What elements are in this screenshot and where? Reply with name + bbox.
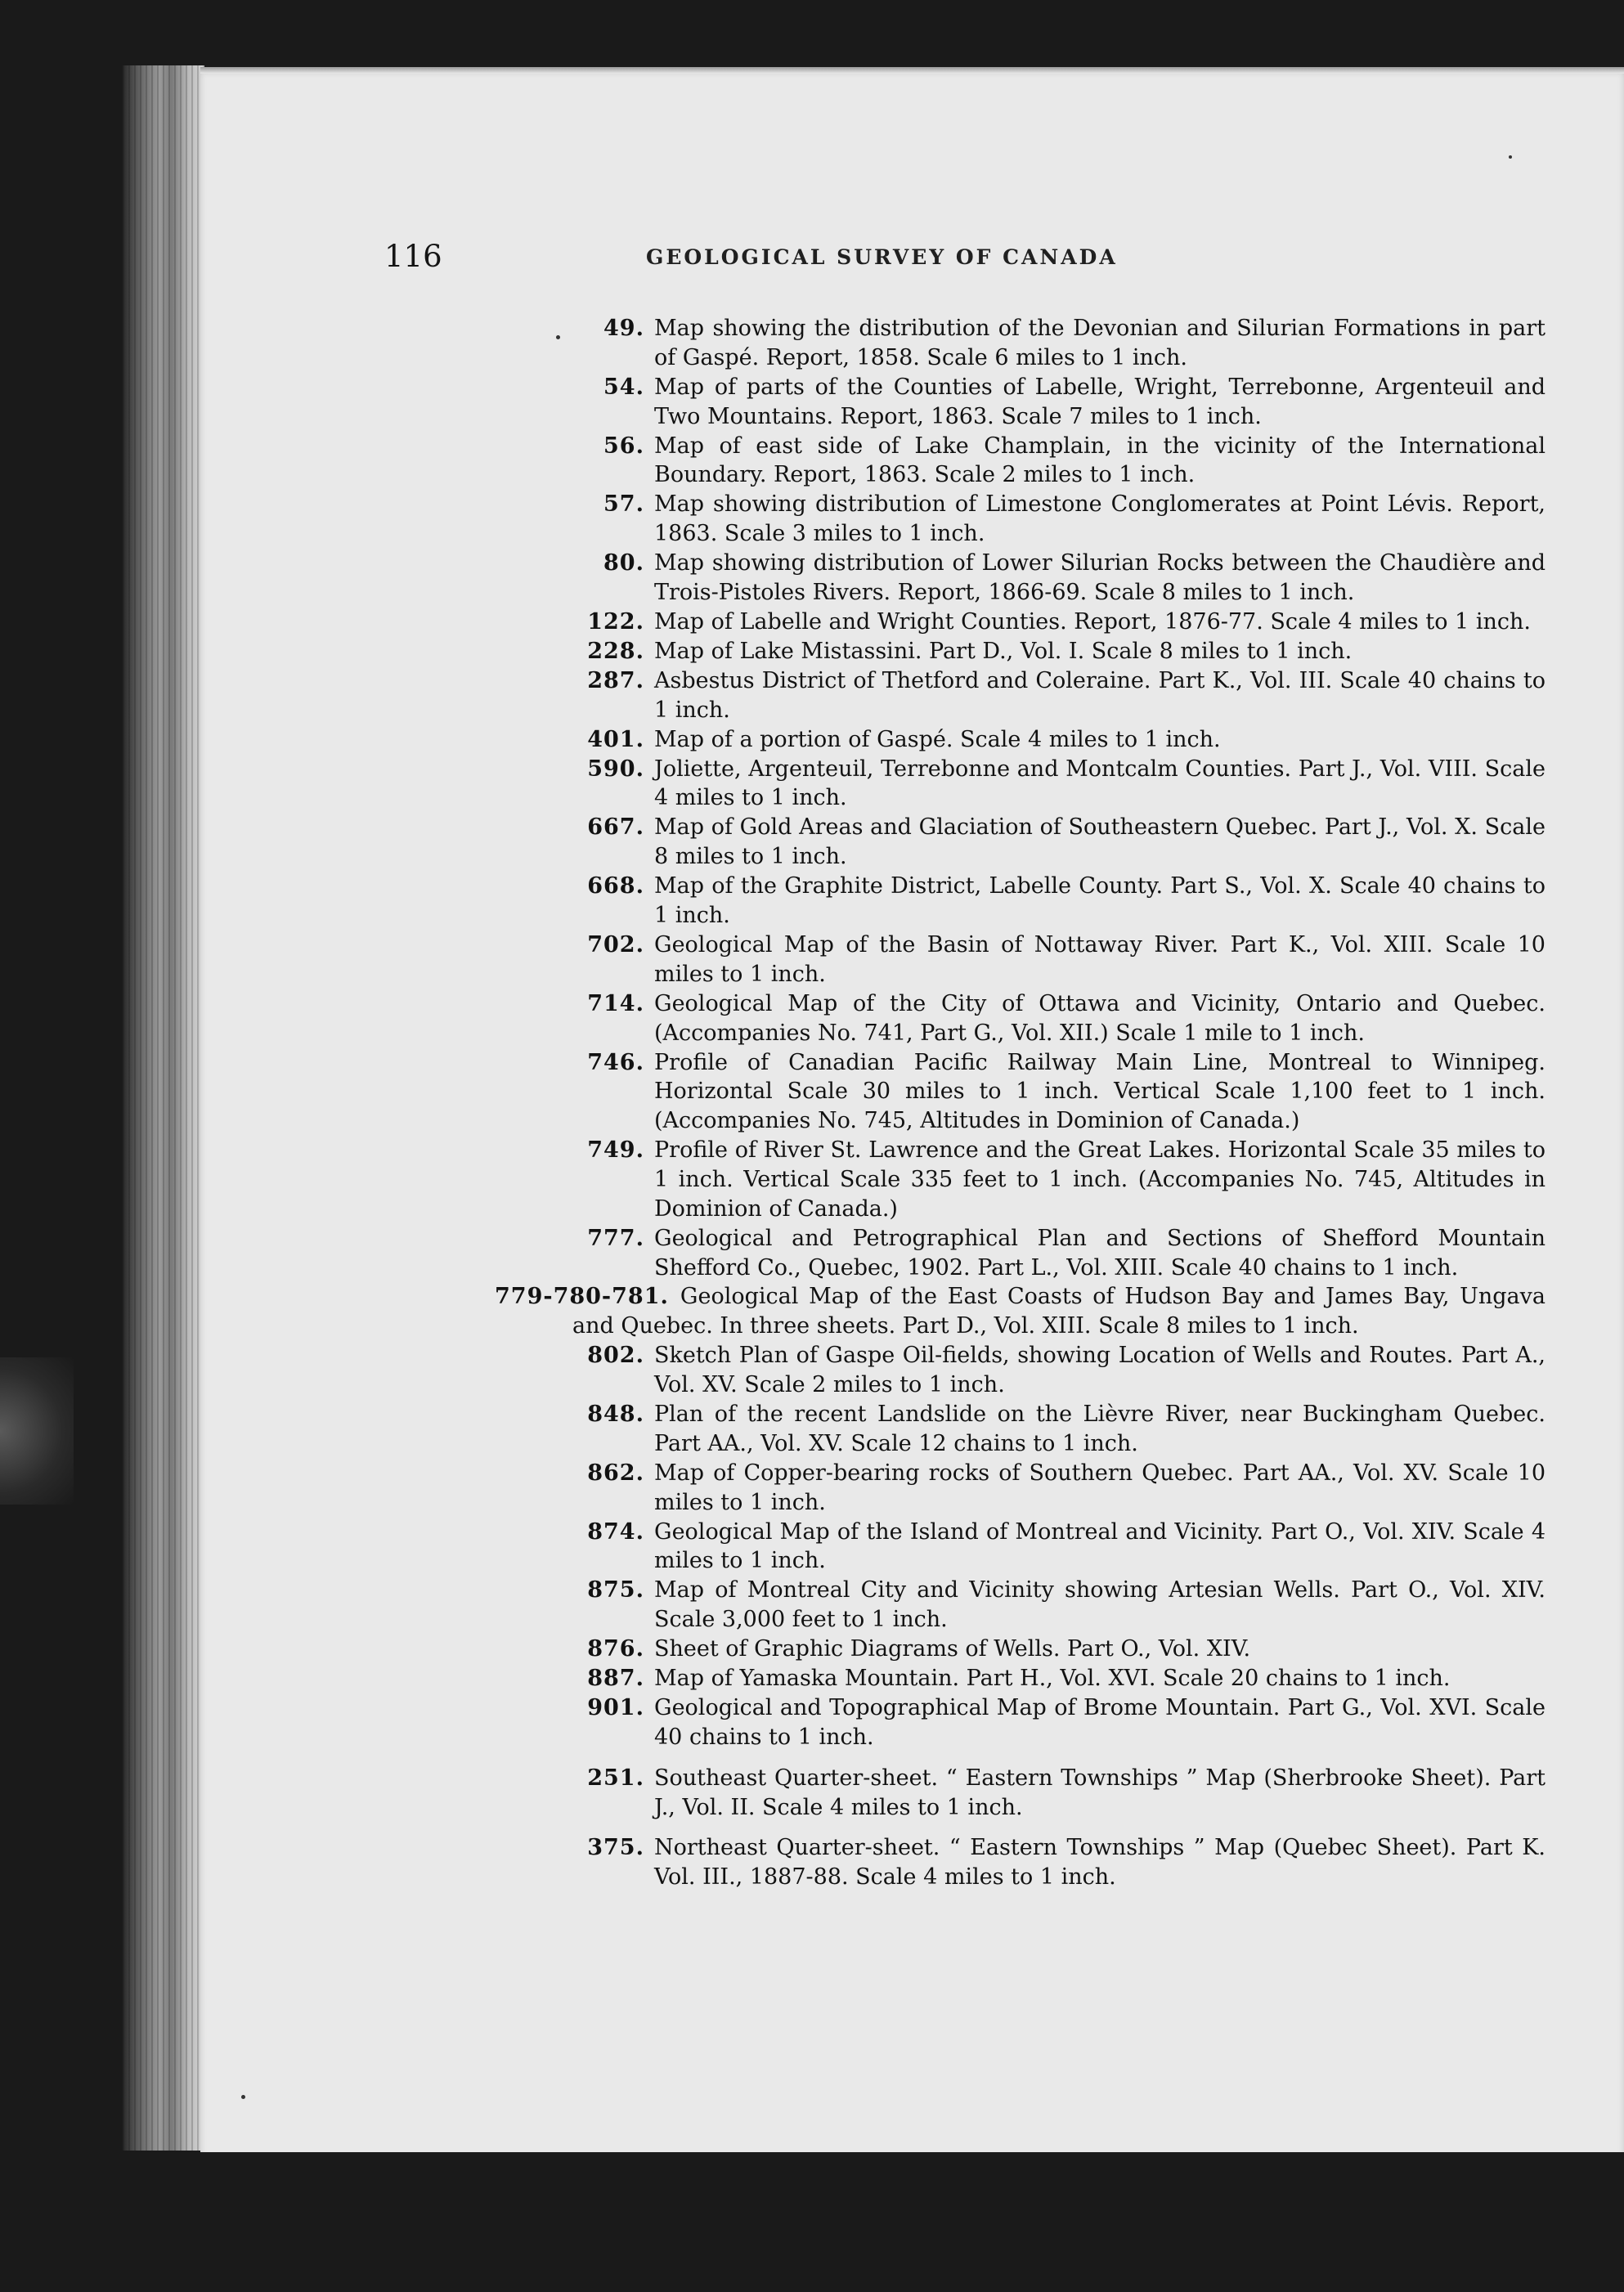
list-item bbox=[548, 549, 1545, 608]
list-item bbox=[548, 813, 1545, 872]
entry-text: Southeast Quarter-sheet. “ Eastern Townships ” Map (Sherbrooke Sheet). Part J., Vol. II. Scale 4 miles to 1 inch. bbox=[654, 1765, 1545, 1820]
list-item bbox=[548, 608, 1545, 637]
list-item bbox=[548, 1136, 1545, 1223]
list-item bbox=[548, 989, 1545, 1048]
list-item bbox=[548, 1833, 1545, 1892]
entry-number: 54. bbox=[603, 374, 644, 400]
list-item bbox=[548, 1664, 1545, 1693]
entry-number: 49. bbox=[603, 316, 644, 341]
entry-text: Plan of the recent Landslide on the Lièvre River, near Buckingham Quebec. Part AA., Vol. XV. Scale 12 chains to 1 inch. bbox=[654, 1402, 1545, 1456]
entry-text: Map of Copper-bearing rocks of Southern Quebec. Part AA., Vol. XV. Scale 10 miles to 1 inch. bbox=[654, 1460, 1545, 1515]
entry-number: 862. bbox=[587, 1460, 644, 1486]
entry-text: Map of Gold Areas and Glaciation of Southeastern Quebec. Part J., Vol. X. Scale 8 miles to 1 inch. bbox=[654, 814, 1545, 870]
entry-number: 887. bbox=[587, 1666, 644, 1692]
list-item bbox=[548, 1224, 1545, 1283]
list-item bbox=[548, 725, 1545, 755]
entry-text: Map of Yamaska Mountain. Part H., Vol. XVI. Scale 20 chains to 1 inch. bbox=[654, 1666, 1451, 1692]
entry-number: 749. bbox=[587, 1137, 644, 1164]
entry-number: 714. bbox=[587, 990, 644, 1016]
list-item bbox=[548, 373, 1545, 432]
list-item bbox=[548, 1518, 1545, 1577]
list-item bbox=[548, 1693, 1545, 1752]
entry-text: Map showing the distribution of the Devonian and Silurian Formations in part of Gaspé. Report, 1858. Scale 6 miles to 1 inch. bbox=[654, 316, 1545, 370]
list-item bbox=[548, 872, 1545, 931]
entry-number: 777. bbox=[587, 1225, 644, 1251]
entry-number: 901. bbox=[587, 1695, 644, 1721]
list-item bbox=[548, 490, 1545, 549]
list-item bbox=[548, 1400, 1545, 1459]
entry-text: Profile of River St. Lawrence and the Great Lakes. Horizontal Scale 35 miles to 1 inch. Vertical Scale 335 feet to 1 inch. (Accompanies No. 745, Altitudes in Dominion of Canada.) bbox=[654, 1137, 1545, 1222]
list-item bbox=[548, 1764, 1545, 1823]
running-title: GEOLOGICAL SURVEY OF CANADA bbox=[646, 245, 1118, 269]
entry-number: 802. bbox=[587, 1343, 644, 1369]
entry-number: 702. bbox=[587, 931, 644, 958]
list-item bbox=[548, 637, 1545, 666]
ink-speck bbox=[1509, 155, 1512, 159]
entry-body bbox=[495, 1282, 1545, 1341]
entry-number: 874. bbox=[587, 1518, 644, 1545]
entry-text: Geological Map of the Island of Montreal and Vicinity. Part O., Vol. XIV. Scale 4 miles to 1 inch. bbox=[654, 1518, 1545, 1574]
entry-text: Map of Labelle and Wright Counties. Report, 1876-77. Scale 4 miles to 1 inch. bbox=[654, 608, 1531, 635]
entry-text: Map of the Graphite District, Labelle County. Part S., Vol. X. Scale 40 chains to 1 inch. bbox=[654, 873, 1545, 928]
list-item bbox=[495, 1282, 1545, 1341]
map-list bbox=[495, 314, 1545, 1892]
entry-number: 667. bbox=[587, 814, 644, 841]
entry-number: 80. bbox=[603, 550, 644, 576]
entry-text: Sketch Plan of Gaspe Oil-fields, showing Location of Wells and Routes. Part A., Vol. XV. Scale 2 miles to 1 inch. bbox=[654, 1343, 1545, 1398]
entry-text: Asbestus District of Thetford and Coleraine. Part K., Vol. III. Scale 40 chains to 1 inch. bbox=[654, 667, 1545, 723]
list-item bbox=[548, 1048, 1545, 1136]
list-item bbox=[548, 666, 1545, 725]
entry-text: Map of a portion of Gaspé. Scale 4 miles to 1 inch. bbox=[654, 726, 1221, 752]
entry-text: Geological Map of the East Coasts of Hudson Bay and James Bay, Ungava and Quebec. In three sheets. Part D., Vol. XIII. Scale 8 miles to 1 inch. bbox=[572, 1284, 1545, 1339]
page-number: 116 bbox=[384, 239, 442, 274]
entry-number: 251. bbox=[587, 1765, 644, 1791]
entry-number: 590. bbox=[587, 756, 644, 782]
list-item bbox=[548, 1635, 1545, 1664]
list-item bbox=[548, 1459, 1545, 1518]
entry-number: 848. bbox=[587, 1402, 644, 1428]
entry-number: 401. bbox=[587, 726, 644, 752]
entry-number: 875. bbox=[587, 1577, 644, 1604]
list-item bbox=[548, 931, 1545, 989]
entry-text: Map showing distribution of Limestone Conglomerates at Point Lévis. Report, 1863. Scale 3 miles to 1 inch. bbox=[654, 491, 1545, 547]
entry-text: Sheet of Graphic Diagrams of Wells. Part O., Vol. XIV. bbox=[654, 1636, 1251, 1662]
entry-number: 57. bbox=[603, 491, 644, 518]
ink-speck bbox=[241, 2095, 245, 2099]
list-item bbox=[548, 432, 1545, 491]
entry-text: Geological and Topographical Map of Brome Mountain. Part G., Vol. XVI. Scale 40 chains to 1 inch. bbox=[654, 1695, 1545, 1750]
entry-number: 876. bbox=[587, 1636, 644, 1662]
entry-number: 375. bbox=[587, 1835, 644, 1861]
list-item bbox=[548, 1341, 1545, 1400]
entry-text: Map of Montreal City and Vicinity showing Artesian Wells. Part O., Vol. XIV. Scale 3,000 feet to 1 inch. bbox=[654, 1577, 1545, 1633]
page-header bbox=[0, 239, 1624, 274]
entry-number: 56. bbox=[603, 433, 644, 459]
entry-text: Profile of Canadian Pacific Railway Main Line, Montreal to Winnipeg. Horizontal Scale 30 miles to 1 inch. Vertical Scale 1,100 feet to 1 inch. (Accompanies No. 745, Altitudes in Dominion of Canada.) bbox=[654, 1049, 1545, 1134]
entry-number: 668. bbox=[587, 873, 644, 899]
entry-text: Joliette, Argenteuil, Terrebonne and Montcalm Counties. Part J., Vol. VIII. Scale 4 miles to 1 inch. bbox=[654, 756, 1545, 811]
entry-text: Geological Map of the City of Ottawa and Vicinity, Ontario and Quebec. (Accompanies No. 741, Part G., Vol. XII.) Scale 1 mile to 1 inch. bbox=[654, 990, 1545, 1046]
entry-text: Northeast Quarter-sheet. “ Eastern Townships ” Map (Quebec Sheet). Part K. Vol. III., 1887-88. Scale 4 miles to 1 inch. bbox=[654, 1835, 1545, 1891]
scan-shadow bbox=[0, 1357, 74, 1505]
book-spine-edge bbox=[123, 65, 204, 2151]
entry-number: 746. bbox=[587, 1049, 644, 1075]
entry-text: Map of parts of the Counties of Labelle, Wright, Terrebonne, Argenteuil and Two Mountains. Report, 1863. Scale 7 miles to 1 inch. bbox=[654, 374, 1545, 429]
entry-text: Geological Map of the Basin of Nottaway River. Part K., Vol. XIII. Scale 10 miles to 1 inch. bbox=[654, 931, 1545, 987]
entry-number: 122. bbox=[587, 608, 644, 635]
entry-number: 228. bbox=[587, 638, 644, 664]
list-item bbox=[548, 755, 1545, 814]
entry-number: 287. bbox=[587, 667, 644, 693]
entry-text: Map showing distribution of Lower Silurian Rocks between the Chaudière and Trois-Pistoles Rivers. Report, 1866-69. Scale 8 miles to 1 inch. bbox=[654, 550, 1545, 605]
entry-text: Geological and Petrographical Plan and Sections of Shefford Mountain Shefford Co., Quebec, 1902. Part L., Vol. XIII. Scale 40 chains to 1 inch. bbox=[654, 1225, 1545, 1281]
entry-text: Map of east side of Lake Champlain, in the vicinity of the International Boundary. Report, 1863. Scale 2 miles to 1 inch. bbox=[654, 433, 1545, 488]
entry-number: 779-780-781. bbox=[495, 1284, 669, 1310]
list-item bbox=[548, 1576, 1545, 1635]
list-item bbox=[548, 314, 1545, 373]
entry-text: Map of Lake Mistassini. Part D., Vol. I. Scale 8 miles to 1 inch. bbox=[654, 638, 1353, 664]
